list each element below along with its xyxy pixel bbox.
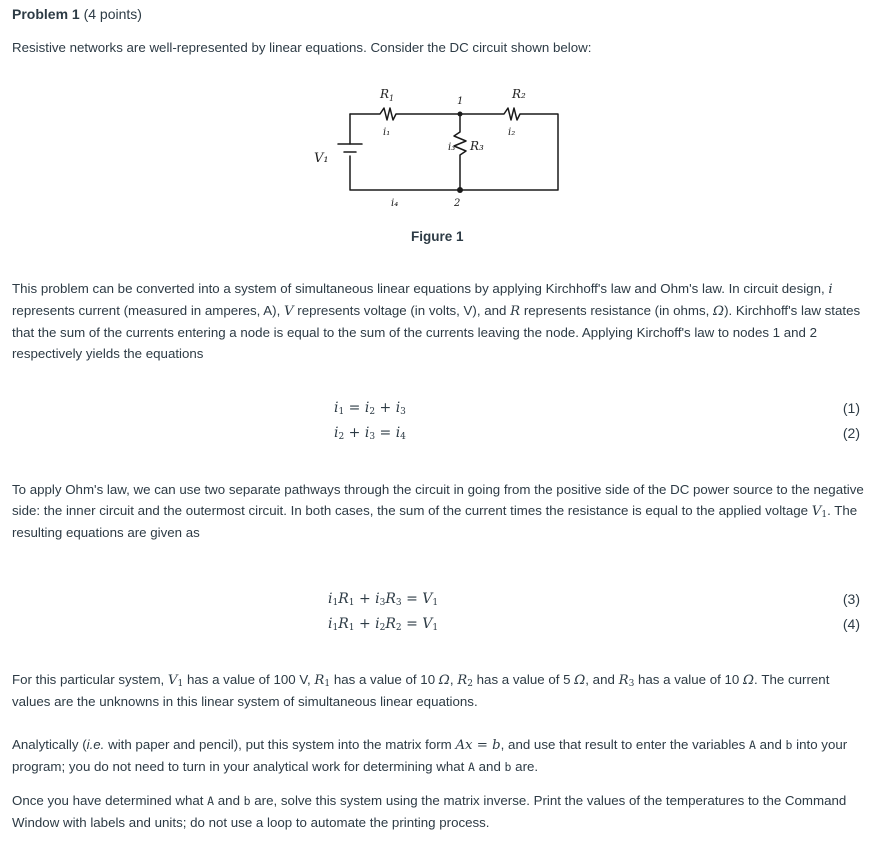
node-1-dot — [458, 112, 463, 117]
instructions-paragraph: Once you have determined what A and b are, solve this system using the matrix inverse. Print the values of the temperatures to the Command Window with labels and units; do not use a loop to automate the printing process. — [12, 793, 847, 830]
equation-1: $i_1 = i_2 + i_3$ — [334, 400, 406, 417]
i1-label: i₁ — [383, 127, 391, 138]
equation-3: $i_1R_1 + i_3R_3 = V_1$ — [328, 591, 439, 608]
equation-3-number: (3) — [842, 591, 860, 607]
circuit-diagram — [300, 80, 570, 210]
equation-4-number: (4) — [842, 616, 860, 632]
r1-label: $R_1$ — [380, 87, 395, 103]
problem-title: Problem 1 (4 points) — [12, 6, 142, 22]
equation-4: $i_1R_1 + i_2R_2 = V_1$ — [328, 616, 439, 633]
equation-1-number: (1) — [842, 400, 860, 416]
node-2-dot — [457, 187, 463, 193]
i4-label: i₄ — [391, 198, 399, 209]
node-1-label: 1 — [457, 96, 464, 107]
i2-label: i₂ — [508, 127, 516, 138]
kirchhoff-paragraph: This problem can be converted into a system of simultaneous linear equations by applying Kirchhoff's law and Ohm's law. In circuit design, i represents current (measured in amperes, A), V represents voltage (in volts, V), and R represents resistance (in ohms, Ω). Kirchhoff's law states that the sum of the currents entering a node is equal to the sum of the currents leaving the node. Applying Kirchoff's law to nodes 1 and 2 respectively yields the equations — [12, 281, 861, 361]
equation-2: $i_2 + i_3 = i_4$ — [334, 425, 406, 442]
r2-label: R₂ — [512, 87, 526, 101]
equation-2-number: (2) — [842, 425, 860, 441]
v1-label: V₁ — [314, 151, 329, 166]
i3-label: i₃ — [448, 142, 456, 153]
values-paragraph: For this particular system, $V_1$ has a value of 100 V, $R_1$ has a value of 10 Ω, $R_2$ has a value of 5 Ω, and $R_3$ has a value of 10 Ω. The current values are the unknowns in this linear system of simultaneous linear equations. — [12, 672, 830, 709]
intro-paragraph: Resistive networks are well-represented by linear equations. Consider the DC circuit shown below: — [12, 40, 592, 55]
matrix-form-paragraph: Analytically (i.e. with paper and pencil), put this system into the matrix form Ax = b, and use that result to enter the variables A and b into your program; you do not need to turn in your analytical work for determining what A and b are. — [12, 737, 848, 774]
figure-caption: Figure 1 — [411, 229, 464, 244]
node-2-label: 2 — [454, 198, 461, 209]
r3-label: R₃ — [470, 139, 484, 153]
ohms-law-paragraph: To apply Ohm's law, we can use two separate pathways through the circuit in going from the positive side of the DC power source to the negative side: the inner circuit and the outermost circuit. In both cases, the sum of the current times the resistance is equal to the applied voltage $V_1$. The resulting equations are given as — [12, 482, 864, 540]
